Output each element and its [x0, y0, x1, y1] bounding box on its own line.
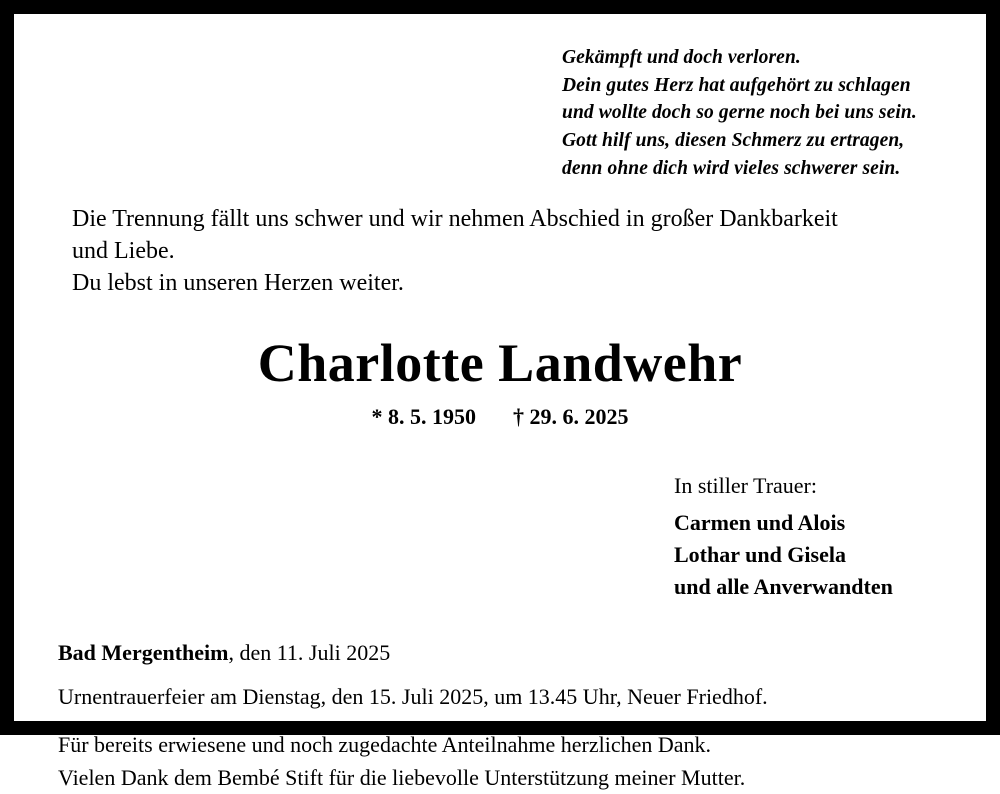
- thanks-line: Vielen Dank dem Bembé Stift für die liebevolle Unterstützung meiner Mutter.: [58, 765, 746, 791]
- place-name: Bad Mergentheim: [58, 639, 229, 665]
- death-date: † 29. 6. 2025: [513, 404, 629, 430]
- poem-line: und wollte doch so gerne noch bei uns sein.: [562, 102, 917, 124]
- thanks-line: Für bereits erwiesene und noch zugedachte Anteilnahme herzlichen Dank.: [58, 732, 712, 758]
- mourners-list: [642, 507, 958, 603]
- poem-block: [562, 44, 958, 182]
- intro-line: Du lebst in unseren Herzen weiter.: [72, 269, 404, 296]
- footer-block: [58, 637, 958, 794]
- mourners-block: [642, 470, 958, 603]
- deceased-name: Charlotte Landwehr: [257, 333, 743, 394]
- mourner-name: Carmen und Alois: [674, 510, 846, 536]
- birth-date: * 8. 5. 1950: [371, 404, 476, 430]
- place-date-line: [58, 637, 958, 669]
- life-dates: [42, 404, 958, 430]
- intro-block: [72, 204, 958, 299]
- thanks-block: [58, 728, 958, 794]
- intro-line: Die Trennung fällt uns schwer und wir nehmen Abschied in großer Dankbarkeit: [72, 206, 838, 233]
- obituary-frame: [11, 11, 989, 791]
- poem-line: Gekämpft und doch verloren.: [562, 47, 801, 68]
- service-info: Urnentrauerfeier am Dienstag, den 15. Juli 2025, um 13.45 Uhr, Neuer Friedhof.: [58, 683, 768, 709]
- poem-line: Dein gutes Herz hat aufgehört zu schlagen: [562, 74, 911, 96]
- poem-line: denn ohne dich wird vieles schwerer sein.: [562, 157, 901, 179]
- mourner-name: Lothar und Gisela: [674, 541, 846, 567]
- mourning-lead: In stiller Trauer:: [674, 473, 817, 499]
- poem-line: Gott hilf uns, diesen Schmerz zu ertragen,: [562, 130, 905, 152]
- mourner-name: und alle Anverwandten: [674, 573, 893, 599]
- notice-date: , den 11. Juli 2025: [228, 639, 391, 665]
- intro-line: und Liebe.: [72, 238, 175, 265]
